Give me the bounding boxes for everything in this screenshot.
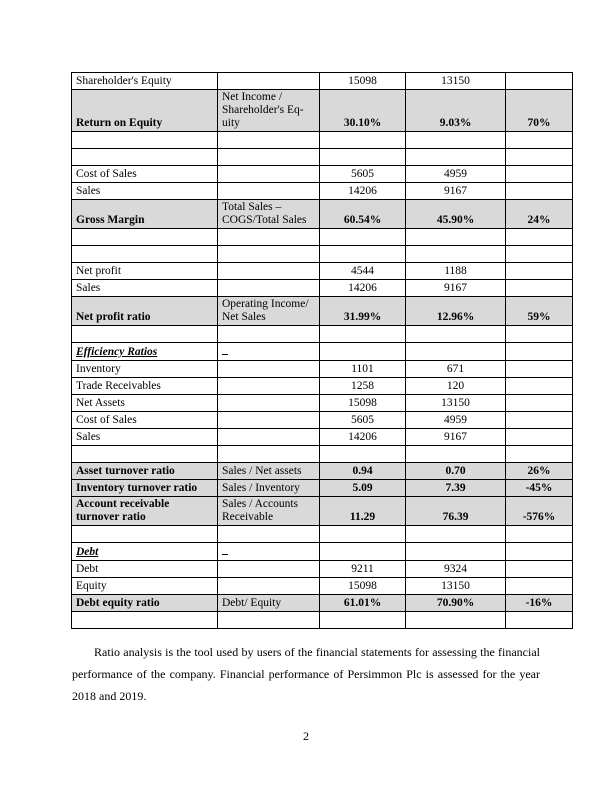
value-2019: 5.09 <box>320 480 406 497</box>
table-row <box>72 595 573 612</box>
table-row <box>72 297 573 326</box>
row-label: Sales <box>72 280 218 297</box>
section-heading: Efficiency Ratios <box>72 343 218 361</box>
row-label: Debt equity ratio <box>72 595 218 612</box>
table-row <box>72 429 573 446</box>
value-2018: 4959 <box>406 412 506 429</box>
formula-cell: Net Income / Shareholder's Eq-uity <box>218 90 320 132</box>
value-2018: 9.03% <box>406 90 506 132</box>
body-paragraph <box>72 641 540 707</box>
change-cell <box>506 561 573 578</box>
value-2018: 9324 <box>406 561 506 578</box>
change-cell <box>506 166 573 183</box>
formula-cell <box>218 395 320 412</box>
row-label: Account receivable turnover ratio <box>72 497 218 526</box>
financial-ratios-table <box>71 72 573 629</box>
value-2019: 15098 <box>320 395 406 412</box>
section-header-row <box>72 343 573 361</box>
row-label: Shareholder's Equity <box>72 73 218 90</box>
change-cell <box>506 280 573 297</box>
value-2019: 1258 <box>320 378 406 395</box>
value-2019: 14206 <box>320 280 406 297</box>
formula-cell <box>218 166 320 183</box>
value-2019: 30.10% <box>320 90 406 132</box>
value-2018: 0.70 <box>406 463 506 480</box>
formula-cell: Operating Income/ Net Sales <box>218 297 320 326</box>
formula-cell: Sales / Accounts Receivable <box>218 497 320 526</box>
value-2019: 5605 <box>320 166 406 183</box>
change-cell: 59% <box>506 297 573 326</box>
change-cell <box>506 429 573 446</box>
table-row <box>72 73 573 90</box>
formula-cell <box>218 429 320 446</box>
row-label: Asset turnover ratio <box>72 463 218 480</box>
value-2019: 31.99% <box>320 297 406 326</box>
formula-cell: Sales / Net assets <box>218 463 320 480</box>
row-label: Return on Equity <box>72 90 218 132</box>
value-2018: 76.39 <box>406 497 506 526</box>
table-row <box>72 463 573 480</box>
formula-cell <box>218 73 320 90</box>
value-2018: 9167 <box>406 429 506 446</box>
value-2018: 9167 <box>406 280 506 297</box>
table-row <box>72 280 573 297</box>
formula-cell <box>218 361 320 378</box>
section-header-row <box>72 543 573 561</box>
formula-cell: Total Sales – COGS/Total Sales <box>218 200 320 229</box>
value-2019: 11.29 <box>320 497 406 526</box>
value-2018: 4959 <box>406 166 506 183</box>
value-2018: 9167 <box>406 183 506 200</box>
row-label: Equity <box>72 578 218 595</box>
value-2018: 671 <box>406 361 506 378</box>
formula-cell <box>218 378 320 395</box>
change-cell: 24% <box>506 200 573 229</box>
blank-row <box>72 229 573 246</box>
formula-cell: Sales / Inventory <box>218 480 320 497</box>
row-label: Gross Margin <box>72 200 218 229</box>
row-label: Inventory turnover ratio <box>72 480 218 497</box>
value-2018: 1188 <box>406 263 506 280</box>
row-label: Debt <box>72 561 218 578</box>
table-row <box>72 412 573 429</box>
value-2019: 15098 <box>320 578 406 595</box>
row-label: Sales <box>72 429 218 446</box>
value-2019: 14206 <box>320 429 406 446</box>
change-cell <box>506 361 573 378</box>
row-label: Inventory <box>72 361 218 378</box>
formula-cell <box>218 183 320 200</box>
change-cell: 26% <box>506 463 573 480</box>
table-row <box>72 395 573 412</box>
blank-row <box>72 132 573 149</box>
change-cell <box>506 578 573 595</box>
change-cell <box>506 412 573 429</box>
formula-cell <box>218 280 320 297</box>
table-row <box>72 90 573 132</box>
row-label: Net Assets <box>72 395 218 412</box>
row-label: Net profit ratio <box>72 297 218 326</box>
value-2018: 70.90% <box>406 595 506 612</box>
table-row <box>72 263 573 280</box>
blank-row <box>72 326 573 343</box>
value-2019: 14206 <box>320 183 406 200</box>
value-2019: 61.01% <box>320 595 406 612</box>
paragraph-text: Ratio analysis is the tool used by users of the financial statements for assessing the financial performance of the company. Financial performance of Persimmon Plc is assessed for the year 2018 and 2019. <box>72 645 540 703</box>
table-row <box>72 166 573 183</box>
value-2018: 13150 <box>406 73 506 90</box>
value-2019: 9211 <box>320 561 406 578</box>
formula-cell <box>218 263 320 280</box>
row-label: Cost of Sales <box>72 166 218 183</box>
formula-cell <box>218 578 320 595</box>
formula-cell: Debt/ Equity <box>218 595 320 612</box>
table-row <box>72 200 573 229</box>
table-row <box>72 578 573 595</box>
table-row <box>72 561 573 578</box>
change-cell: -45% <box>506 480 573 497</box>
blank-row <box>72 526 573 543</box>
blank-row <box>72 149 573 166</box>
value-2018: 120 <box>406 378 506 395</box>
value-2019: 1101 <box>320 361 406 378</box>
change-cell: -16% <box>506 595 573 612</box>
row-label: Sales <box>72 183 218 200</box>
dash-mark <box>222 344 228 355</box>
value-2018: 12.96% <box>406 297 506 326</box>
blank-row <box>72 446 573 463</box>
table-row <box>72 497 573 526</box>
dash-mark <box>222 544 228 555</box>
formula-cell <box>218 412 320 429</box>
table-row <box>72 378 573 395</box>
row-label: Trade Receivables <box>72 378 218 395</box>
row-label: Cost of Sales <box>72 412 218 429</box>
value-2018: 45.90% <box>406 200 506 229</box>
row-label: Net profit <box>72 263 218 280</box>
change-cell <box>506 73 573 90</box>
change-cell: 70% <box>506 90 573 132</box>
table-row <box>72 480 573 497</box>
page-number: 2 <box>303 729 309 743</box>
value-2019: 60.54% <box>320 200 406 229</box>
table-row <box>72 361 573 378</box>
value-2018: 7.39 <box>406 480 506 497</box>
change-cell <box>506 183 573 200</box>
value-2019: 15098 <box>320 73 406 90</box>
blank-row <box>72 246 573 263</box>
change-cell <box>506 378 573 395</box>
change-cell <box>506 395 573 412</box>
blank-row <box>72 612 573 629</box>
value-2019: 5605 <box>320 412 406 429</box>
value-2018: 13150 <box>406 578 506 595</box>
value-2019: 4544 <box>320 263 406 280</box>
value-2018: 13150 <box>406 395 506 412</box>
table-row <box>72 183 573 200</box>
section-heading: Debt <box>72 543 218 561</box>
change-cell <box>506 263 573 280</box>
formula-cell <box>218 561 320 578</box>
value-2019: 0.94 <box>320 463 406 480</box>
change-cell: -576% <box>506 497 573 526</box>
